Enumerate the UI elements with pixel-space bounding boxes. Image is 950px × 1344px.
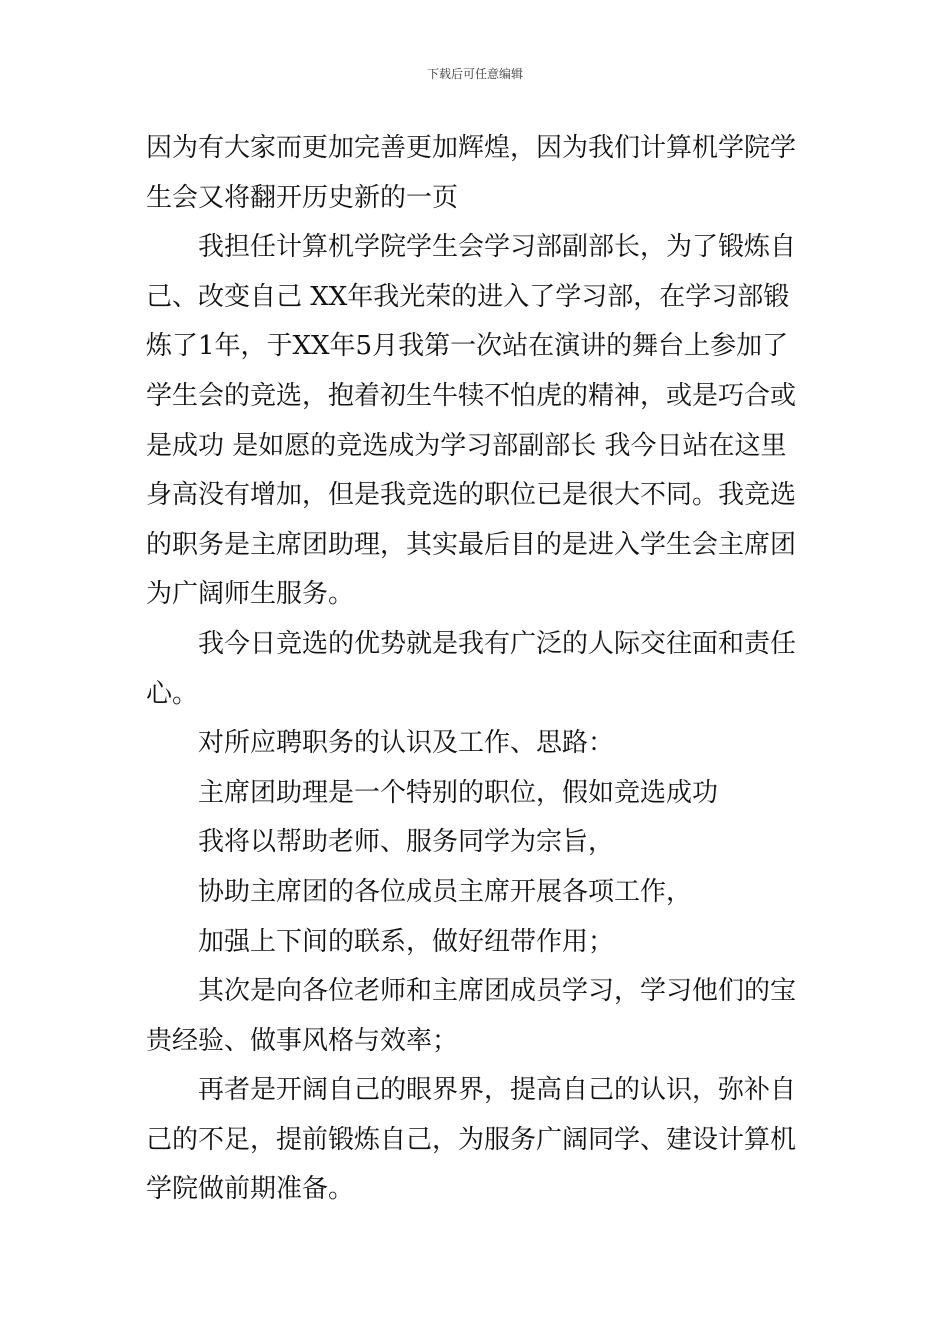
paragraph-8: 加强上下间的联系，做好纽带作用； (198, 926, 615, 957)
paragraph-4: 对所应聘职务的认识及工作、思路： (198, 728, 615, 759)
paragraph-7: 协助主席团的各位成员主席开展各项工作， (198, 876, 693, 907)
paragraph-6: 我将以帮助老师、服务同学为宗旨， (198, 827, 615, 858)
paragraph-1: 因为有大家而更加完善更加辉煌，因为我们计算机学院学生会又将翻开历史新的一页 (146, 133, 797, 213)
paragraph-3: 我今日竞选的优势就是我有广泛的人际交往面和责任心。 (146, 628, 797, 709)
paragraph-5: 主席团助理是一个特别的职位，假如竞选成功 (198, 777, 719, 808)
paragraph-2: 我担任计算机学院学生会学习部副部长，为了锻炼自己、改变自己 XX年我光荣的进入了学习部，在学习部锻炼了1年，于XX年5月我第一次站在演讲的舞台上参加了学生会的竞选，抱着初生牛犊不怕虎的精神，或是巧合或是成功 是如愿的竞选成为学习部副部长 我今日站在这里身高没有增加，但是我竞选的职位已是很大不同。我竞选的职务是主席团助理，其实最后目的是进入学生会主席团为广阔师生服务。 (146, 232, 797, 610)
paragraph-10: 再者是开阔自己的眼界界，提高自己的认识，弥补自己的不足，提前锻炼自己，为服务广阔同学、建设计算机学院做前期准备。 (146, 1075, 797, 1205)
document-body (146, 124, 808, 1215)
page-header: 下载后可任意编辑 (426, 67, 523, 81)
paragraph-9: 其次是向各位老师和主席团成员学习，学习他们的宝贵经验、做事风格与效率； (146, 976, 797, 1056)
